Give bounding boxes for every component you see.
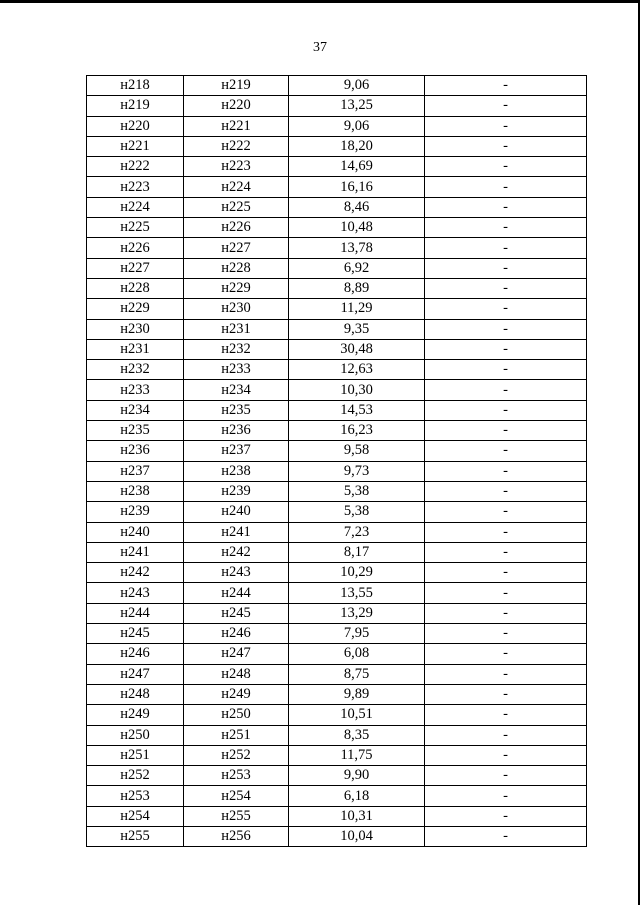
table-row xyxy=(87,380,587,400)
to-point-cell: н253 xyxy=(184,766,289,786)
to-point-cell: н248 xyxy=(184,664,289,684)
from-point-cell: н254 xyxy=(87,806,184,826)
from-point-cell: н249 xyxy=(87,705,184,725)
table-row xyxy=(87,725,587,745)
length-cell: 10,29 xyxy=(289,563,425,583)
note-cell: - xyxy=(425,116,587,136)
table-row xyxy=(87,157,587,177)
note-cell: - xyxy=(425,319,587,339)
to-point-cell: н249 xyxy=(184,684,289,704)
to-point-cell: н221 xyxy=(184,116,289,136)
note-cell: - xyxy=(425,725,587,745)
to-point-cell: н226 xyxy=(184,218,289,238)
from-point-cell: н222 xyxy=(87,157,184,177)
table-row xyxy=(87,786,587,806)
length-cell: 9,73 xyxy=(289,461,425,481)
table-row xyxy=(87,319,587,339)
to-point-cell: н241 xyxy=(184,522,289,542)
to-point-cell: н250 xyxy=(184,705,289,725)
length-cell: 8,17 xyxy=(289,542,425,562)
note-cell: - xyxy=(425,745,587,765)
length-cell: 10,51 xyxy=(289,705,425,725)
length-cell: 14,69 xyxy=(289,157,425,177)
to-point-cell: н227 xyxy=(184,238,289,258)
table-row xyxy=(87,96,587,116)
table-row xyxy=(87,441,587,461)
note-cell: - xyxy=(425,481,587,501)
to-point-cell: н252 xyxy=(184,745,289,765)
to-point-cell: н256 xyxy=(184,826,289,846)
length-cell: 12,63 xyxy=(289,360,425,380)
table-row xyxy=(87,238,587,258)
from-point-cell: н228 xyxy=(87,278,184,298)
boundary-segments-table xyxy=(86,75,587,847)
table-row xyxy=(87,299,587,319)
from-point-cell: н232 xyxy=(87,360,184,380)
table-row xyxy=(87,360,587,380)
note-cell: - xyxy=(425,299,587,319)
from-point-cell: н226 xyxy=(87,238,184,258)
table-row xyxy=(87,502,587,522)
table-row xyxy=(87,461,587,481)
from-point-cell: н245 xyxy=(87,624,184,644)
to-point-cell: н223 xyxy=(184,157,289,177)
note-cell: - xyxy=(425,826,587,846)
table-row xyxy=(87,421,587,441)
note-cell: - xyxy=(425,218,587,238)
from-point-cell: н240 xyxy=(87,522,184,542)
table-row xyxy=(87,664,587,684)
from-point-cell: н229 xyxy=(87,299,184,319)
to-point-cell: н235 xyxy=(184,400,289,420)
from-point-cell: н218 xyxy=(87,76,184,96)
note-cell: - xyxy=(425,96,587,116)
from-point-cell: н251 xyxy=(87,745,184,765)
note-cell: - xyxy=(425,624,587,644)
length-cell: 10,31 xyxy=(289,806,425,826)
length-cell: 7,23 xyxy=(289,522,425,542)
length-cell: 9,35 xyxy=(289,319,425,339)
from-point-cell: н230 xyxy=(87,319,184,339)
to-point-cell: н219 xyxy=(184,76,289,96)
from-point-cell: н233 xyxy=(87,380,184,400)
length-cell: 6,18 xyxy=(289,786,425,806)
note-cell: - xyxy=(425,400,587,420)
note-cell: - xyxy=(425,380,587,400)
note-cell: - xyxy=(425,177,587,197)
to-point-cell: н245 xyxy=(184,603,289,623)
to-point-cell: н230 xyxy=(184,299,289,319)
note-cell: - xyxy=(425,360,587,380)
table-row xyxy=(87,624,587,644)
from-point-cell: н223 xyxy=(87,177,184,197)
note-cell: - xyxy=(425,806,587,826)
to-point-cell: н254 xyxy=(184,786,289,806)
table-row xyxy=(87,258,587,278)
to-point-cell: н246 xyxy=(184,624,289,644)
to-point-cell: н224 xyxy=(184,177,289,197)
from-point-cell: н242 xyxy=(87,563,184,583)
from-point-cell: н253 xyxy=(87,786,184,806)
scan-edge-top xyxy=(0,0,640,3)
to-point-cell: н236 xyxy=(184,421,289,441)
table-row xyxy=(87,218,587,238)
to-point-cell: н240 xyxy=(184,502,289,522)
to-point-cell: н225 xyxy=(184,197,289,217)
length-cell: 6,92 xyxy=(289,258,425,278)
from-point-cell: н225 xyxy=(87,218,184,238)
note-cell: - xyxy=(425,157,587,177)
from-point-cell: н239 xyxy=(87,502,184,522)
length-cell: 14,53 xyxy=(289,400,425,420)
length-cell: 9,89 xyxy=(289,684,425,704)
length-cell: 9,90 xyxy=(289,766,425,786)
table-row xyxy=(87,76,587,96)
length-cell: 8,35 xyxy=(289,725,425,745)
to-point-cell: н255 xyxy=(184,806,289,826)
table-row xyxy=(87,542,587,562)
to-point-cell: н244 xyxy=(184,583,289,603)
length-cell: 16,23 xyxy=(289,421,425,441)
table-row xyxy=(87,644,587,664)
length-cell: 9,58 xyxy=(289,441,425,461)
to-point-cell: н222 xyxy=(184,136,289,156)
note-cell: - xyxy=(425,664,587,684)
from-point-cell: н241 xyxy=(87,542,184,562)
table-row xyxy=(87,826,587,846)
to-point-cell: н234 xyxy=(184,380,289,400)
from-point-cell: н231 xyxy=(87,339,184,359)
note-cell: - xyxy=(425,197,587,217)
note-cell: - xyxy=(425,278,587,298)
from-point-cell: н238 xyxy=(87,481,184,501)
from-point-cell: н246 xyxy=(87,644,184,664)
from-point-cell: н236 xyxy=(87,441,184,461)
from-point-cell: н220 xyxy=(87,116,184,136)
to-point-cell: н243 xyxy=(184,563,289,583)
to-point-cell: н229 xyxy=(184,278,289,298)
note-cell: - xyxy=(425,238,587,258)
note-cell: - xyxy=(425,563,587,583)
length-cell: 10,04 xyxy=(289,826,425,846)
table-row xyxy=(87,705,587,725)
to-point-cell: н238 xyxy=(184,461,289,481)
from-point-cell: н248 xyxy=(87,684,184,704)
from-point-cell: н224 xyxy=(87,197,184,217)
note-cell: - xyxy=(425,542,587,562)
from-point-cell: н247 xyxy=(87,664,184,684)
table-row xyxy=(87,745,587,765)
from-point-cell: н234 xyxy=(87,400,184,420)
to-point-cell: н220 xyxy=(184,96,289,116)
from-point-cell: н243 xyxy=(87,583,184,603)
to-point-cell: н233 xyxy=(184,360,289,380)
to-point-cell: н231 xyxy=(184,319,289,339)
table-row xyxy=(87,766,587,786)
note-cell: - xyxy=(425,644,587,664)
to-point-cell: н239 xyxy=(184,481,289,501)
table-body xyxy=(87,76,587,847)
page-number: 37 xyxy=(313,40,327,55)
length-cell: 13,78 xyxy=(289,238,425,258)
note-cell: - xyxy=(425,136,587,156)
length-cell: 10,48 xyxy=(289,218,425,238)
from-point-cell: н221 xyxy=(87,136,184,156)
table-row xyxy=(87,197,587,217)
note-cell: - xyxy=(425,583,587,603)
length-cell: 13,25 xyxy=(289,96,425,116)
length-cell: 8,75 xyxy=(289,664,425,684)
table-row xyxy=(87,684,587,704)
from-point-cell: н255 xyxy=(87,826,184,846)
length-cell: 30,48 xyxy=(289,339,425,359)
length-cell: 13,55 xyxy=(289,583,425,603)
table-row xyxy=(87,806,587,826)
length-cell: 5,38 xyxy=(289,502,425,522)
note-cell: - xyxy=(425,705,587,725)
table-row xyxy=(87,116,587,136)
to-point-cell: н242 xyxy=(184,542,289,562)
length-cell: 9,06 xyxy=(289,116,425,136)
length-cell: 8,46 xyxy=(289,197,425,217)
note-cell: - xyxy=(425,339,587,359)
note-cell: - xyxy=(425,766,587,786)
to-point-cell: н251 xyxy=(184,725,289,745)
note-cell: - xyxy=(425,522,587,542)
note-cell: - xyxy=(425,684,587,704)
length-cell: 16,16 xyxy=(289,177,425,197)
from-point-cell: н252 xyxy=(87,766,184,786)
table-row xyxy=(87,339,587,359)
length-cell: 18,20 xyxy=(289,136,425,156)
from-point-cell: н219 xyxy=(87,96,184,116)
from-point-cell: н244 xyxy=(87,603,184,623)
length-cell: 6,08 xyxy=(289,644,425,664)
to-point-cell: н228 xyxy=(184,258,289,278)
to-point-cell: н237 xyxy=(184,441,289,461)
length-cell: 7,95 xyxy=(289,624,425,644)
from-point-cell: н250 xyxy=(87,725,184,745)
table-row xyxy=(87,603,587,623)
from-point-cell: н235 xyxy=(87,421,184,441)
table-row xyxy=(87,136,587,156)
table-row xyxy=(87,278,587,298)
note-cell: - xyxy=(425,603,587,623)
note-cell: - xyxy=(425,441,587,461)
note-cell: - xyxy=(425,502,587,522)
note-cell: - xyxy=(425,258,587,278)
from-point-cell: н227 xyxy=(87,258,184,278)
table-row xyxy=(87,522,587,542)
table-row xyxy=(87,177,587,197)
table-row xyxy=(87,481,587,501)
length-cell: 13,29 xyxy=(289,603,425,623)
length-cell: 8,89 xyxy=(289,278,425,298)
table-row xyxy=(87,400,587,420)
note-cell: - xyxy=(425,76,587,96)
from-point-cell: н237 xyxy=(87,461,184,481)
length-cell: 5,38 xyxy=(289,481,425,501)
length-cell: 9,06 xyxy=(289,76,425,96)
length-cell: 11,29 xyxy=(289,299,425,319)
length-cell: 10,30 xyxy=(289,380,425,400)
note-cell: - xyxy=(425,421,587,441)
length-cell: 11,75 xyxy=(289,745,425,765)
note-cell: - xyxy=(425,786,587,806)
note-cell: - xyxy=(425,461,587,481)
to-point-cell: н247 xyxy=(184,644,289,664)
table-row xyxy=(87,583,587,603)
to-point-cell: н232 xyxy=(184,339,289,359)
table-row xyxy=(87,563,587,583)
